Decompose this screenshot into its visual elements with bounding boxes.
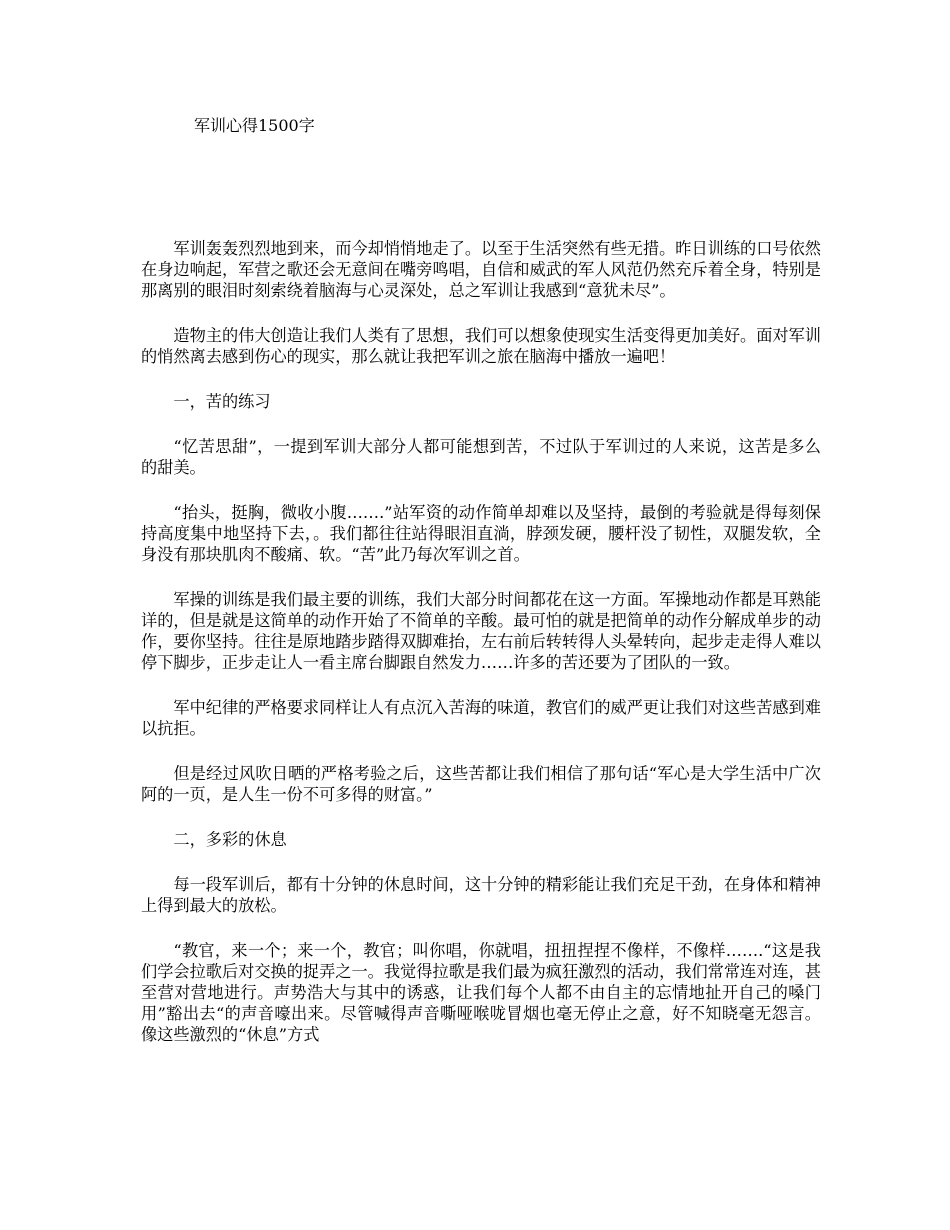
paragraph-intro: 军训轰轰烈烈地到来，而今却悄悄地走了。以至于生活突然有些无措。昨日训练的口号依然在身边响起，军营之歌还会无意间在嘴旁鸣唱，自信和威武的军人风范仍然充斥着全身，特别是那离别的眼泪时刻索绕着脑海与心灵深处，总之军训让我感到“意犹未尽”。 bbox=[141, 239, 821, 300]
paragraph-discipline: 军中纪律的严格要求同样让人有点沉入苦海的味道，教官们的威严更让我们对这些苦感到难以抗拒。 bbox=[141, 698, 821, 738]
paragraph-standing-posture: “抬头，挺胸，微收小腹…….”站军资的动作简单却难以及坚持，最倒的考验就是得每刻保持高度集中地坚持下去，。我们都往往站得眼泪直淌，脖颈发硬，腰杆没了韧性，双腿发软，全身没有那块肌肉不酸痛、软。“苦”此乃每次军训之首。 bbox=[141, 503, 821, 564]
paragraph-singing-contest: “教官，来一个；来一个，教官；叫你唱，你就唱，扭扭捏捏不像样，不像样…….“这是我们学会拉歌后对交换的捉弄之一。我觉得拉歌是我们最为疯狂激烈的活动，我们常常连对连，甚至营对营地进行。声势浩大与其中的诱惑，让我们每个人都不由自主的忘情地扯开自己的嗓门用”豁出去“的声音嚎出来。尽管喊得声音嘶哑喉咙冒烟也毫无停止之意，好不知晓毫无怨言。像这些激烈的“休息”方式 bbox=[141, 941, 821, 1044]
paragraph-bitter-sweet: “忆苦思甜”，一提到军训大部分人都可能想到苦，不过队于军训过的人来说，这苦是多么的甜美。 bbox=[141, 437, 821, 477]
paragraph-drill-training: 军操的训练是我们最主要的训练，我们大部分时间都花在这一方面。军操地动作都是耳熟能详的，但是就是这简单的动作开始了不简单的辛酸。最可怕的就是把简单的动作分解成单步的动作，要你坚持。往往是原地踏步踏得双脚难抬，左右前后转转得人头晕转向，起步走走得人难以停下脚步，正步走让人一看主席台脚跟自然发力……许多的苦还要为了团队的一致。 bbox=[141, 590, 821, 672]
document-body bbox=[141, 238, 821, 1069]
paragraph-imagination: 造物主的伟大创造让我们人类有了思想，我们可以想象使现实生活变得更加美好。面对军训的悄然离去感到伤心的现实，那么就让我把军训之旅在脑海中播放一遍吧！ bbox=[141, 326, 821, 366]
section-heading-hard-training: 一，苦的练习 bbox=[173, 392, 271, 411]
paragraph-rest-time: 每一段军训后，都有十分钟的休息时间，这十分钟的精彩能让我们充足干劲，在身体和精神上得到最大的放松。 bbox=[141, 875, 821, 915]
paragraph-reflection: 但是经过风吹日晒的严格考验之后，这些苦都让我们相信了那句话“军心是大学生活中广次阿的一页，是人生一份不可多得的财富。” bbox=[141, 764, 821, 804]
document-title: 军训心得1500字 bbox=[194, 116, 315, 135]
section-heading-colorful-rest: 二，多彩的休息 bbox=[173, 830, 287, 849]
